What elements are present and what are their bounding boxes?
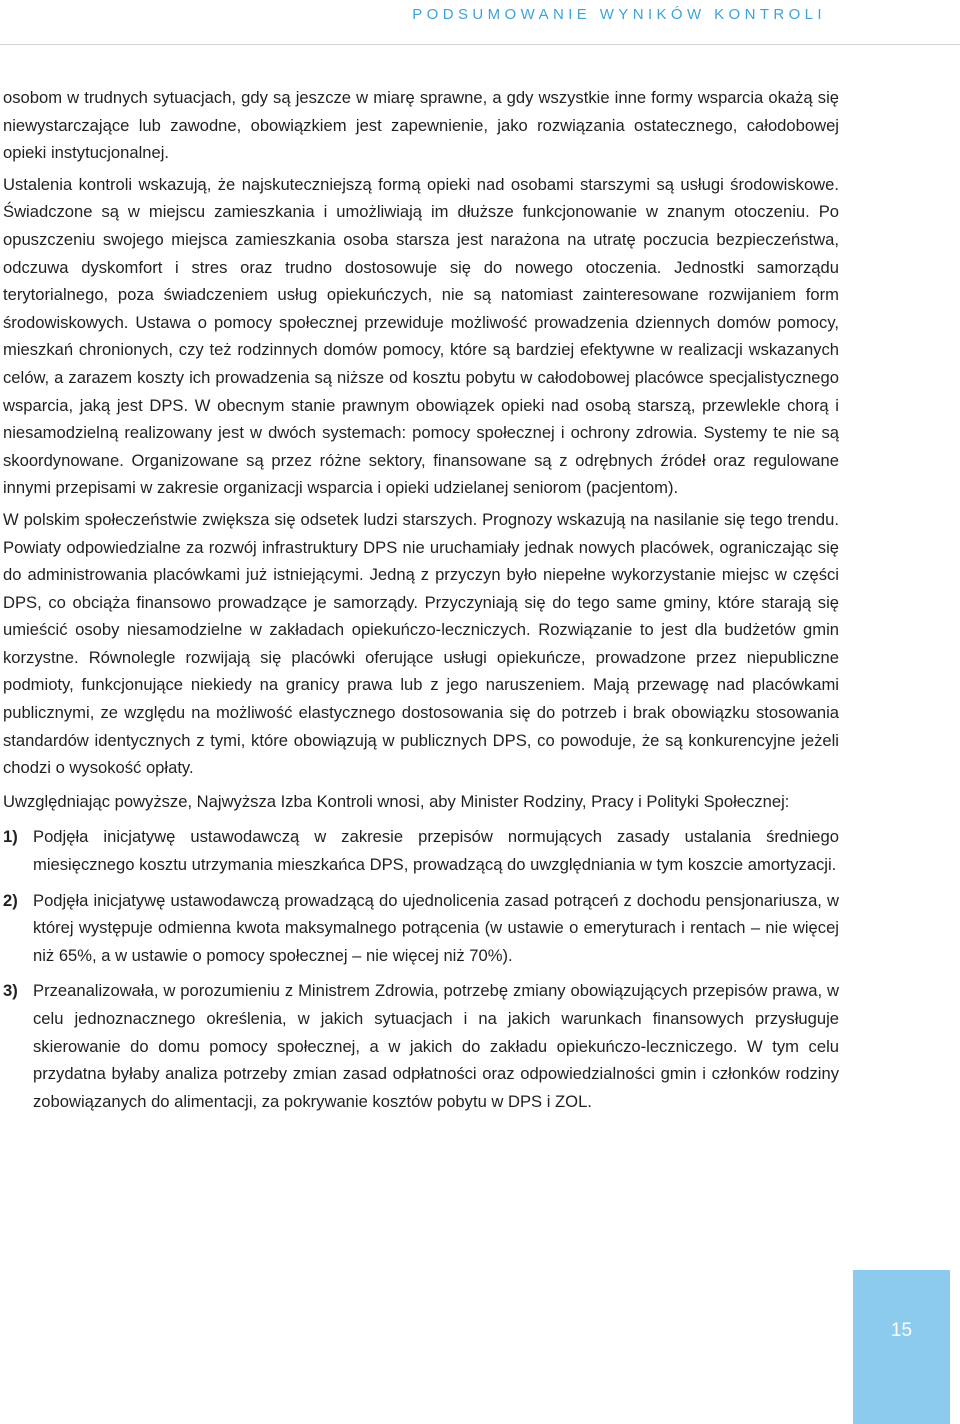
page-number-box <box>853 1270 950 1424</box>
paragraph: Ustalenia kontroli wskazują, że najskuteczniejszą formą opieki nad osobami starszymi są usługi środowiskowe. Świadczone są w miejscu zamieszkania i umożliwiają im dłuższe funkcjonowanie w znanym otoczeniu. Po opuszczeniu swojego miejsca zamieszkania osoba starsza jest narażona na utratę poczucia bezpieczeństwa, odczuwa dyskomfort i stres oraz trudno dostosowuje się do nowego otoczenia. Jednostki samorządu terytorialnego, poza świadczeniem usług opiekuńczych, nie są natomiast zainteresowane rozwijaniem form środowiskowych. Ustawa o pomocy społecznej przewiduje możliwość prowadzenia dziennych domów pomocy, mieszkań chronionych, czy też rodzinnych domów pomocy, które są bardziej efektywne w realizacji wskazanych celów, a zarazem koszty ich prowadzenia są niższe od kosztu pobytu w całodobowej placówce specjalistycznego wsparcia, jaką jest DPS. W obecnym stanie prawnym obowiązek opieki nad osobą starszą, przewlekle chorą i niesamodzielną realizowany jest w dwóch systemach: pomocy społecznej i ochrony zdrowia. Systemy te nie są skoordynowane. Organizowane są przez różne sektory, finansowane są z odrębnych źródeł oraz regulowane innymi przepisami w zakresie organizacji wsparcia i opieki udzielanej seniorom (pacjentom). <box>3 174 839 498</box>
recommendation-number: 1) <box>3 827 18 847</box>
paragraph: W polskim społeczeństwie zwiększa się odsetek ludzi starszych. Prognozy wskazują na nasilanie się tego trendu. Powiaty odpowiedzialne za rozwój infrastruktury DPS nie uruchamiały jednak nowych placówek, ograniczając się do administrowania placówkami już istniejącymi. Jedną z przyczyn było niepełne wykorzystanie miejsc w części DPS, co obciąża finansowo prowadzące je samorządy. Przyczyniają się do tego same gminy, które starają się umieścić osoby niesamodzielne w zakładach opiekuńczo-leczniczych. Rozwiązanie to jest dla budżetów gmin korzystne. Równolegle rozwijają się placówki oferujące usługi opiekuńcze, prowadzone przez niepubliczne podmioty, funkcjonujące niekiedy na granicy prawa lub z jego naruszeniem. Mają przewagę nad placówkami publicznymi, ze względu na możliwość elastycznego dostosowania się do potrzeb i brak obowiązku stosowania standardów identycznych z tymi, które obowiązują w publicznych DPS, co powoduje, że są konkurencyjne jeżeli chodzi o wysokość opłaty. <box>3 509 839 778</box>
recommendations-list <box>3 823 839 1115</box>
main-content <box>3 84 839 1123</box>
recommendation-number: 3) <box>3 981 18 1001</box>
recommendation-text: Przeanalizowała, w porozumieniu z Ministrem Zdrowia, potrzebę zmiany obowiązujących przepisów prawa, w celu jednoznacznego określenia, w jakich sytuacjach i na jakich warunkach finansowych przysługuje skierowanie do domu pomocy społecznej, a w jakich do zakładu opiekuńczo-leczniczego. W tym celu przydatna byłaby analiza potrzeby zmian zasad odpłatności oraz odpowiedzialności gmin i członków rodziny zobowiązanych do alimentacji, za pokrywanie kosztów pobytu w DPS i ZOL. <box>33 981 839 1111</box>
recommendations-lead: Uwzględniając powyższe, Najwyższa Izba Kontroli wnosi, aby Minister Rodziny, Pracy i Polityki Społecznej: <box>3 791 790 811</box>
recommendation-item <box>3 887 839 970</box>
recommendation-item <box>3 823 839 878</box>
header-divider <box>0 44 960 45</box>
recommendation-text: Podjęła inicjatywę ustawodawczą w zakresie przepisów normujących zasady ustalania średniego miesięcznego kosztu utrzymania mieszkańca DPS, prowadzącą do uwzględniania w tym koszcie amortyzacji. <box>33 827 839 875</box>
recommendation-text: Podjęła inicjatywę ustawodawczą prowadzącą do ujednolicenia zasad potrąceń z dochodu pensjonariusza, w której występuje odmienna kwota maksymalnego potrącenia (w ustawie o emeryturach i rentach – nie więcej niż 65%, a w ustawie o pomocy społecznej – nie więcej niż 70%). <box>33 890 839 965</box>
recommendation-number: 2) <box>3 890 18 910</box>
running-header: PODSUMOWANIE WYNIKÓW KONTROLI <box>412 6 826 23</box>
page-number: 15 <box>890 1320 913 1341</box>
paragraph: osobom w trudnych sytuacjach, gdy są jeszcze w miarę sprawne, a gdy wszystkie inne formy wsparcia okażą się niewystarczające lub zawodne, obowiązkiem jest zapewnienie, jako rozwiązania ostatecznego, całodobowej opieki instytucjonalnej. <box>3 88 839 163</box>
recommendation-item <box>3 977 839 1115</box>
